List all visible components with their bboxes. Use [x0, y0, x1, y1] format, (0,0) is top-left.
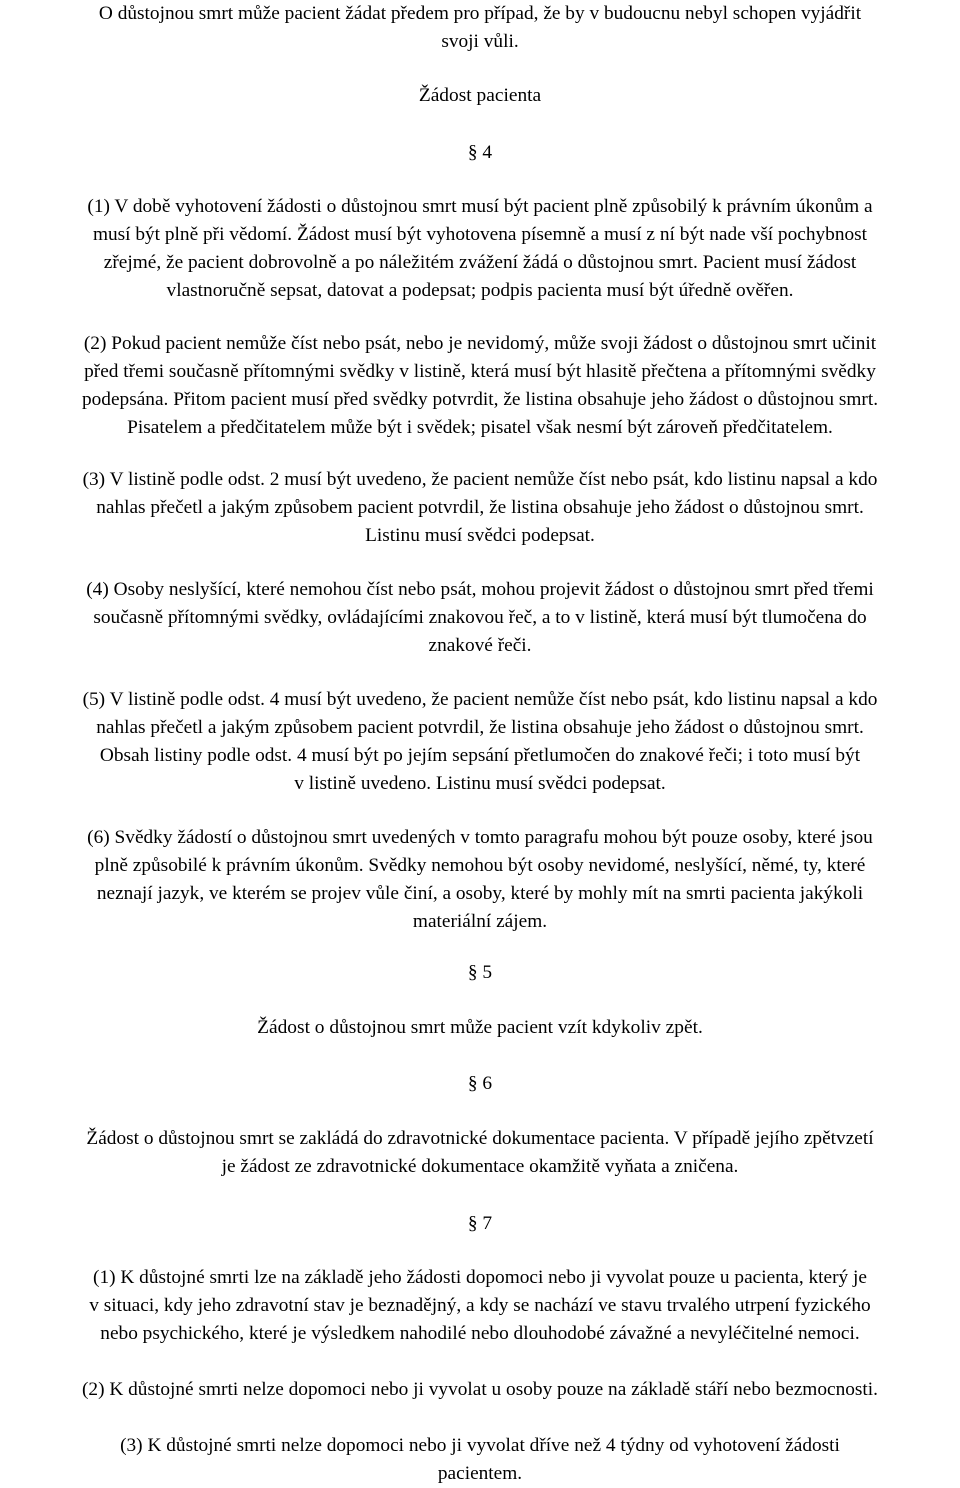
text-line: znakové řeči.: [428, 635, 532, 656]
text-line: současně přítomnými svědky, ovládajícími znakovou řeč, a to v listině, která musí být tlumočena do: [93, 607, 867, 628]
text-line: pacientem.: [437, 1463, 523, 1484]
text-line: O důstojnou smrt může pacient žádat předem pro případ, že by v budoucnu nebyl schopen vyjádřit: [98, 3, 862, 24]
heading-zadost-pacienta: Žádost pacienta: [418, 85, 542, 106]
text-line: (1) K důstojné smrti lze na základě jeho žádosti dopomoci nebo ji vyvolat pouze u pacienta, který je: [93, 1267, 867, 1288]
text-line: Žádost o důstojnou smrt se zakládá do zdravotnické dokumentace pacienta. V případě jejího zpětvzetí: [86, 1128, 874, 1149]
section-4-paragraph-4: [0, 576, 960, 660]
text-line: před třemi současně přítomnými svědky v listině, která musí být hlasitě přečtena a přítomnými svědky: [84, 361, 876, 382]
text-line: v situaci, kdy jeho zdravotní stav je beznadějný, a kdy se nachází ve stavu trvalého utrpení fyzického: [89, 1295, 871, 1316]
section-4-paragraph-2: [0, 330, 960, 442]
section-4-mark: § 4: [467, 142, 493, 163]
text-line: (2) Pokud pacient nemůže číst nebo psát, nebo je nevidomý, může svoji žádost o důstojnou smrt učinit: [83, 333, 877, 354]
section-6-mark: § 6: [467, 1073, 493, 1094]
text-line: nahlas přečetl a jakým způsobem pacient potvrdil, že listina obsahuje jeho žádost o důstojnou smrt.: [96, 717, 864, 738]
section-7-paragraph-2: [0, 1376, 960, 1404]
text-line: zřejmé, že pacient dobrovolně a po náležitém zvážení žádá o důstojnou smrt. Pacient musí žádost: [103, 252, 857, 273]
text-line: v listině uvedeno. Listinu musí svědci podepsat.: [294, 773, 666, 794]
text-line: vlastnoručně sepsat, datovat a podepsat; podpis pacienta musí být úředně ověřen.: [166, 280, 794, 301]
section-4-paragraph-5: [0, 686, 960, 798]
text-line: materiální zájem.: [412, 911, 548, 932]
section-4-paragraph-3: [0, 466, 960, 550]
text-line: (5) V listině podle odst. 4 musí být uvedeno, že pacient nemůže číst nebo psát, kdo listinu napsal a kdo: [82, 689, 878, 710]
section-5-text: Žádost o důstojnou smrt může pacient vzít kdykoliv zpět.: [257, 1017, 703, 1038]
text-line: podepsána. Přitom pacient musí před svědky potvrdit, že listina obsahuje jeho žádost o důstojnou smrt.: [81, 389, 879, 410]
text-line: nebo psychického, které je výsledkem nahodilé nebo dlouhodobé závažné a nevyléčitelné nemoci.: [100, 1323, 860, 1344]
section-4-paragraph-6: [0, 824, 960, 936]
text-line: Obsah listiny podle odst. 4 musí být po jejím sepsání přetlumočen do znakové řeči; i toto musí být: [99, 745, 861, 766]
intro-paragraph: [0, 0, 960, 56]
text-line: musí být plně při vědomí. Žádost musí být vyhotovena písemně a musí z ní být nade vší pochybnost: [92, 224, 868, 245]
section-6-paragraph: [0, 1125, 960, 1181]
section-7-mark: § 7: [467, 1213, 493, 1234]
section-7-paragraph-3: [0, 1432, 960, 1488]
text-line: (3) V listině podle odst. 2 musí být uvedeno, že pacient nemůže číst nebo psát, kdo listinu napsal a kdo: [82, 469, 878, 490]
text-line: je žádost ze zdravotnické dokumentace okamžitě vyňata a zničena.: [221, 1156, 739, 1177]
text-line: (3) K důstojné smrti nelze dopomoci nebo ji vyvolat dříve než 4 týdny od vyhotovení žádosti: [120, 1435, 840, 1456]
section-4-paragraph-1: [0, 193, 960, 305]
text-line: Pisatelem a předčitatelem může být i svědek; pisatel však nesmí být zároveň předčitatelem.: [127, 417, 833, 438]
text-line: (2) K důstojné smrti nelze dopomoci nebo ji vyvolat u osoby pouze na základě stáří nebo bezmocnosti.: [81, 1379, 878, 1400]
text-line: nahlas přečetl a jakým způsobem pacient potvrdil, že listina obsahuje jeho žádost o důstojnou smrt.: [96, 497, 864, 518]
text-line: plně způsobilé k právním úkonům. Svědky nemohou být osoby nevidomé, neslyšící, němé, ty, které: [94, 855, 866, 876]
text-line: Listinu musí svědci podepsat.: [365, 525, 595, 546]
text-line: neznají jazyk, ve kterém se projev vůle činí, a osoby, které by mohly mít na smrti pacienta jakýkoli: [96, 883, 864, 904]
text-line: svoji vůli.: [441, 31, 519, 52]
text-line: (4) Osoby neslyšící, které nemohou číst nebo psát, mohou projevit žádost o důstojnou smrt před třemi: [86, 579, 874, 600]
text-line: (1) V době vyhotovení žádosti o důstojnou smrt musí být pacient plně způsobilý k právním úkonům a: [87, 196, 873, 217]
section-7-paragraph-1: [0, 1264, 960, 1348]
section-5-mark: § 5: [467, 962, 493, 983]
text-line: (6) Svědky žádostí o důstojnou smrt uvedených v tomto paragrafu mohou být pouze osoby, které jsou: [87, 827, 873, 848]
